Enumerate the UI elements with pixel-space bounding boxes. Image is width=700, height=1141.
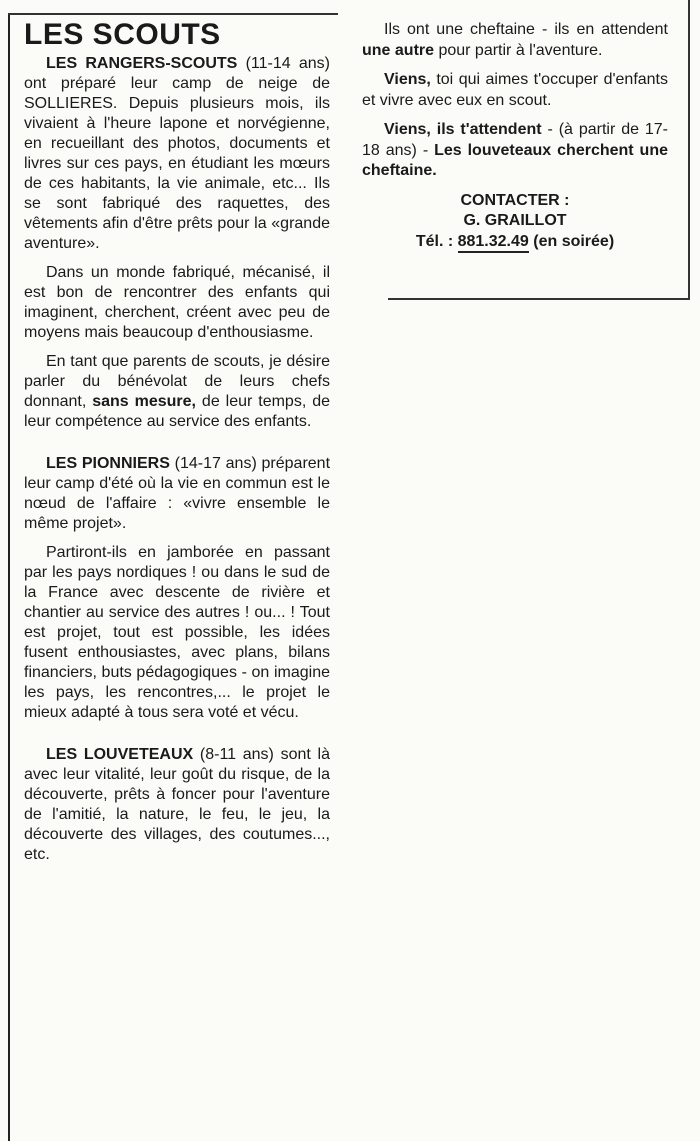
right-paragraph-3 bbox=[362, 120, 668, 182]
right-column bbox=[362, 20, 668, 253]
louveteaux-text: (8-11 ans) sont là avec leur vitalité, leur goût du risque, de la découverte, prêts à foncer pour l'aventure de l'amitié, la nature, le feu, le jeu, la découverte des villages, des coutumes..., etc. bbox=[24, 746, 330, 863]
viens-attendent-emphasis: Viens, ils t'attendent bbox=[384, 121, 542, 138]
viens-emphasis: Viens, bbox=[384, 71, 431, 88]
rangers-text: (11-14 ans) ont préparé leur camp de neige de SOLLIERES. Depuis plusieurs mois, ils vivaient à l'heure lapone et norvégienne, en recueillant des photos, documents et livres sur ces pays, en étudiant les mœurs de ces habitants, la vie animale, etc... Ils se sont fabriqué des raquettes, des vêtements afin d'être prêts pour la «grande aventure». bbox=[24, 55, 330, 252]
bottom-border-line bbox=[388, 298, 688, 300]
rangers-heading: LES RANGERS-SCOUTS bbox=[46, 55, 238, 72]
contact-name: G. GRAILLOT bbox=[463, 211, 567, 229]
pionniers-paragraph-2: Partiront-ils en jamborée en passant par les pays nordiques ! ou dans le sud de la France avec descente de rivière et chantier au service des autres ! ou... ! Tout est projet, tout est possible, les idées fusent enthousiastes, avec plans, bilans financiers, buts pédagogiques - on imagine les pays, les rencontres,... le projet le mieux adapté à tous sera voté et vécu. bbox=[24, 544, 330, 721]
left-column bbox=[24, 18, 330, 874]
contact-label: CONTACTER : bbox=[460, 191, 570, 209]
right-paragraph-1 bbox=[362, 20, 668, 61]
right-emphasis: une autre bbox=[362, 41, 435, 59]
rangers-text-a: En tant que parents de scouts, je désire parler du bénévolat de leurs chefs donnant, bbox=[24, 353, 330, 410]
contact-phone bbox=[362, 231, 668, 253]
right-paragraph-2 bbox=[362, 70, 668, 111]
rangers-text-c: de leur temps, de leur compétence au service des enfants. bbox=[24, 393, 330, 430]
louveteaux-paragraph-1 bbox=[24, 745, 330, 865]
rangers-paragraph-2: Dans un monde fabriqué, mécanisé, il est bon de rencontrer des enfants qui imaginent, cherchent, créent avec peu de moyens mais beaucoup d'enthousiasme. bbox=[24, 264, 330, 341]
pionniers-heading: LES PIONNIERS bbox=[46, 455, 170, 472]
right-text-2: toi qui aimes t'occuper d'enfants et vivre avec eux en scout. bbox=[362, 71, 668, 109]
rangers-paragraph-1 bbox=[24, 54, 330, 254]
rangers-emphasis: sans mesure, bbox=[92, 393, 196, 410]
tel-label: Tél. : bbox=[415, 232, 458, 250]
pionniers-text: (14-17 ans) préparent leur camp d'été où la vie en commun est le nœud de l'affaire : «vivre ensemble le même projet». bbox=[24, 455, 331, 532]
pionniers-paragraph-1 bbox=[24, 454, 330, 534]
top-border-line bbox=[8, 13, 338, 15]
article-title: LES SCOUTS bbox=[24, 18, 221, 51]
louveteaux-cheftaine-emphasis: Les louveteaux cherchent une cheftaine. bbox=[362, 141, 668, 179]
right-text-a: Ils ont une cheftaine - ils en attendent bbox=[384, 21, 668, 38]
tel-note: (en soirée) bbox=[528, 232, 615, 250]
louveteaux-heading: LES LOUVETEAUX bbox=[46, 746, 194, 763]
rangers-paragraph-3 bbox=[24, 352, 330, 432]
right-text-c: pour partir à l'aventure. bbox=[434, 41, 603, 59]
right-border-line bbox=[688, 0, 690, 300]
tel-number: 881.32.49 bbox=[458, 233, 529, 253]
left-border-line bbox=[8, 14, 10, 1141]
right-text-3: - (à partir de 17-18 ans) - bbox=[362, 121, 669, 159]
